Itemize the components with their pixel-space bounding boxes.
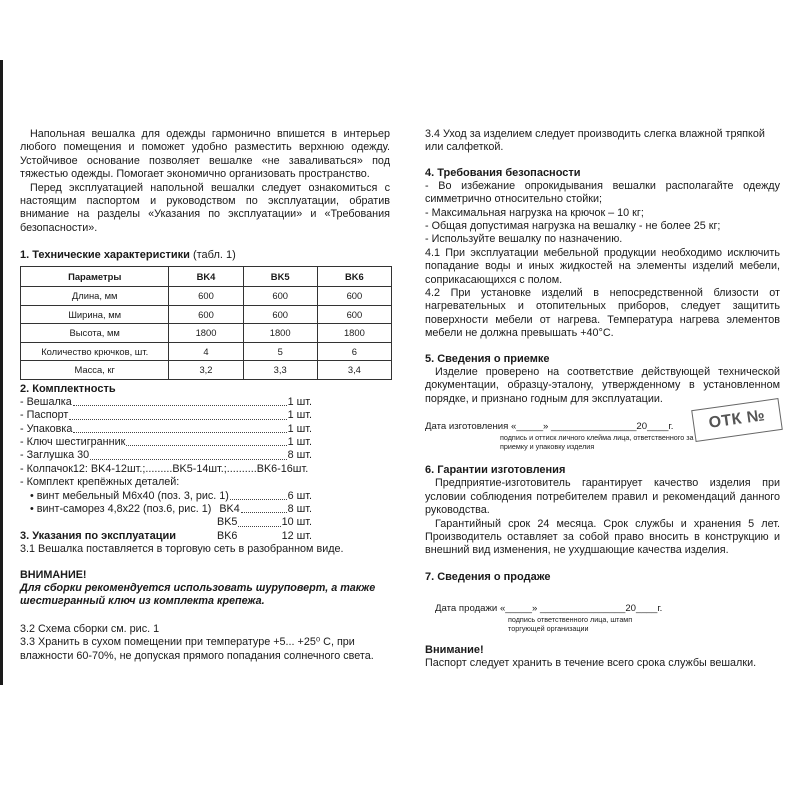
manufacture-signature-caption: подпись и оттиск личного клейма лица, ответственного за приемку и упаковку изделия [500,433,694,452]
table-cell: 600 [243,305,317,324]
safety-line: - Максимальная нагрузка на крючок – 10 кг; [425,206,644,219]
kit-item: • винт-саморез 4,8х22 (поз.6, рис. 1) BK4 8 шт. [30,503,312,515]
section-4-title: 4. Требования безопасности [425,166,581,179]
warranty-paragraph-2: Гарантийный срок 24 месяца. Срок службы и хранения 5 лет. Производитель оставляет за собой право вносить в конструкцию и внешний вид изменения, не ухудшающие качества изделия. [425,517,780,557]
table-header: Параметры [21,267,169,287]
table-cell: 600 [169,305,243,324]
safety-line: - Общая допустимая нагрузка на вешалку - не более 25 кг; [425,220,721,233]
table-cell: 3,3 [243,361,317,380]
table-header-row [21,267,392,287]
table-cell: Высота, мм [21,324,169,343]
table-cell: 3,4 [317,361,391,380]
paragraph-3-4: 3.4 Уход за изделием следует производить слегка влажной тряпкой или салфеткой. [425,128,765,154]
safety-line: 4.1 При эксплуатации мебельной продукции необходимо исключить попадание воды и иных жидкостей на элементы изделий мебели, соприкасающихся с полом. [425,246,780,286]
table-cell: Ширина, мм [21,305,169,324]
paragraph-3-3: 3.3 Хранить в сухом помещении при температуре +5... +25⁰ С, при влажности 60-70%, не допуская прямого попадания солнечного света. [20,636,374,662]
paragraph-3-2: 3.2 Схема сборки см. рис. 1 [20,622,160,635]
safety-line: - Во избежание опрокидывания вешалки располагайте одежду симметрично относительно стойки; [425,179,780,206]
table-cell: 1800 [317,324,391,343]
safety-line: 4.2 При установке изделий в непосредственной близости от нагревательных и отопительных приборов, следует защитить поверхности мебели от нагрева. Температура нагрева элементов мебели не должна превышать +40°С. [425,287,780,340]
table-row [21,342,392,361]
attention-title: Внимание! [425,644,484,657]
section-3-title: 3. Указания по эксплуатации [20,530,177,543]
table-cell: 600 [317,305,391,324]
table-row [21,361,392,380]
table-cell: 1800 [243,324,317,343]
section-5-title: 5. Сведения о приемке [425,352,550,365]
table-header: BK4 [169,267,243,287]
kit-item: - Вешалка 1 шт. [20,395,312,408]
table-row [21,305,392,324]
manufacture-date-line: Дата изготовления «_____» ________________20____г. [425,420,674,432]
warning-title: ВНИМАНИЕ! [20,568,87,581]
table-cell: 5 [243,342,317,361]
table-header: BK5 [243,267,317,287]
table-cell: 600 [169,287,243,306]
table-cell: 4 [169,342,243,361]
table-row [21,287,392,306]
table-cell: 6 [317,342,391,361]
table-row [21,324,392,343]
section-2-title: 2. Комплектность [20,382,116,395]
table-header: BK6 [317,267,391,287]
page-border-line [0,60,3,685]
caps-line: - Колпачок12: BK4-12шт.;.........BK5-14шт.;..........BK6-16шт. [20,462,309,475]
right-column [425,128,780,671]
otk-stamp: ОТК № [691,398,783,442]
kit-item: - Заглушка 30 8 шт. [20,449,312,462]
warning-text: Для сборки рекомендуется использовать шуруповерт, а также шестигранный ключ из комплекта крепежа. [20,582,376,608]
kit-list [20,396,312,543]
mount-kit-title: - Комплект крепёжных деталей: [20,476,180,489]
kit-item: BK6 12 шт. [217,529,312,542]
specs-table [20,266,392,380]
sale-date-line: Дата продажи «_____» ________________20____г. [435,602,663,614]
section-1-title: 1. Технические характеристики (табл. 1) [20,249,236,262]
kit-item: - Паспорт 1 шт. [20,409,312,422]
table-cell: 600 [243,287,317,306]
section-7-title: 7. Сведения о продаже [425,570,551,583]
table-cell: Масса, кг [21,361,169,380]
table-cell: 1800 [169,324,243,343]
table-cell: Количество крючков, шт. [21,342,169,361]
warranty-paragraph-1: Предприятие-изготовитель гарантирует качество изделия при условии соблюдения потребителем правил и рекомендаций данного руководства. [425,477,780,517]
intro-paragraph-1: Напольная вешалка для одежды гармонично впишется в интерьер любого помещения и поможет удобно разместить верхнюю одежду. Устойчивое основание позволяет вешалке «не заваливаться» под тяжестью одежды. Помогает экономично организовать пространство. [20,128,390,181]
kit-item: BK5 10 шт. [217,516,312,529]
kit-item: • винт мебельный М6х40 (поз. 3, рис. 1) 6 шт. [30,489,312,502]
intro-paragraph-2: Перед эксплуатацией напольной вешалки следует ознакомиться с настоящим паспортом и руководством по эксплуатации, обратив внимание на разделы «Указания по эксплуатации» и «Требования безопасности». [20,181,390,234]
kit-item: - Упаковка 1 шт. [20,422,312,435]
paragraph-3-1: 3.1 Вешалка поставляется в торговую сеть в разобранном виде. [20,543,344,556]
table-cell: 3,2 [169,361,243,380]
section-6-title: 6. Гарантии изготовления [425,464,566,477]
left-column [20,128,390,663]
sale-signature-caption: подпись ответственного лица, штамп торгующей организации [508,615,633,634]
acceptance-text: Изделие проверено на соответствие действующей технической документации, образцу-эталону, утвержденному в установленном порядке, и признано годным для эксплуатации. [425,365,780,405]
attention-text: Паспорт следует хранить в течение всего срока службы вешалки. [425,657,757,670]
kit-item: - Ключ шестигранник 1 шт. [20,435,312,448]
table-cell: 600 [317,287,391,306]
safety-line: - Используйте вешалку по назначению. [425,233,623,246]
table-cell: Длина, мм [21,287,169,306]
